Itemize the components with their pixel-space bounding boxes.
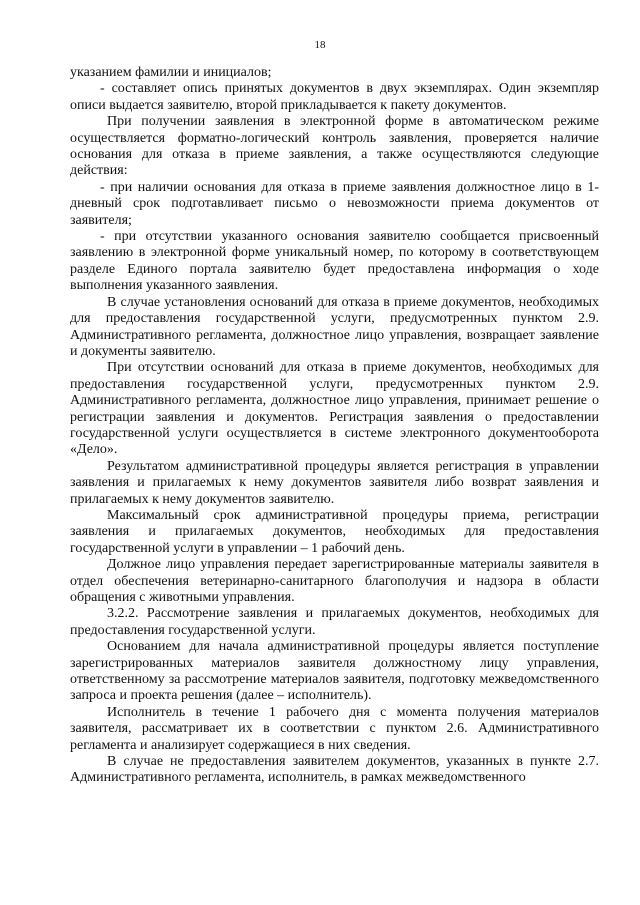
paragraph-interagency: В случае не предоставления заявителем документов, указанных в пункте 2.7. Административного регламента, исполнитель, в рамках межведомственного bbox=[70, 754, 599, 786]
paragraph-result: Результатом административной процедуры является регистрация в управлении заявления и прилагаемых к нему документов заявителя либо возврат заявления и прилагаемых к нему документов заявителю. bbox=[70, 458, 599, 507]
section-heading-3-2-2: 3.2.2. Рассмотрение заявления и прилагаемых документов, необходимых для предоставления государственной услуги. bbox=[70, 606, 599, 638]
document-body bbox=[70, 65, 599, 787]
page-number: 18 bbox=[314, 39, 326, 51]
list-item-refusal-grounds: - при наличии основания для отказа в приеме заявления должностное лицо в 1-дневный срок подготавливает письмо о невозможности приема документов от заявителя; bbox=[70, 179, 599, 228]
list-item-no-refusal-grounds: - при отсутствии указанного основания заявителю сообщается присвоенный заявлению в электронной форме уникальный номер, по которому в соответствующем разделе Единого портала заявителю будет предоставлена информация о ходе выполнения указанного заявления. bbox=[70, 229, 599, 294]
paragraph-basis: Основанием для начала административной процедуры является поступление зарегистрированных материалов заявителя должностному лицу управления, ответственному за рассмотрение материалов заявителя, подготовку межведомственного запроса и проекта решения (далее – исполнитель). bbox=[70, 639, 599, 704]
paragraph-registration: При отсутствии оснований для отказа в приеме документов, необходимых для предоставления государственной услуги, предусмотренных пунктом 2.9. Административного регламента, должностное лицо управления, принимает решение о регистрации заявления и документов. Регистрация заявления о предоставлении государственной услуги осуществляется в системе электронного документооборота «Дело». bbox=[70, 360, 599, 458]
paragraph-electronic-form: При получении заявления в электронной форме в автоматическом режиме осуществляется форматно-логический контроль заявления, проверяется наличие основания для отказа в приеме заявления, а также осуществляются следующие действия: bbox=[70, 114, 599, 179]
list-item-inventory: - составляет опись принятых документов в двух экземплярах. Один экземпляр описи выдается заявителю, второй прикладывается к пакету документов. bbox=[70, 81, 599, 113]
paragraph-transfer: Должное лицо управления передает зарегистрированные материалы заявителя в отдел обеспечения ветеринарно-санитарного благополучия и надзора в области обращения с животными управления. bbox=[70, 557, 599, 605]
paragraph-refusal: В случае установления оснований для отказа в приеме документов, необходимых для предоставления государственной услуги, предусмотренных пунктом 2.9. Административного регламента, должностное лицо управления, возвращает заявление и документы заявителю. bbox=[70, 294, 599, 359]
paragraph-max-term: Максимальный срок административной процедуры приема, регистрации заявления и прилагаемых документов, необходимых для предоставления государственной услуги в управлении – 1 рабочий день. bbox=[70, 507, 599, 556]
paragraph-continuation: указанием фамилии и инициалов; bbox=[70, 65, 272, 80]
paragraph-executor-review: Исполнитель в течение 1 рабочего дня с момента получения материалов заявителя, рассматривает их в соответствии с пунктом 2.6. Административного регламента и анализирует содержащиеся в них сведения. bbox=[70, 704, 599, 753]
